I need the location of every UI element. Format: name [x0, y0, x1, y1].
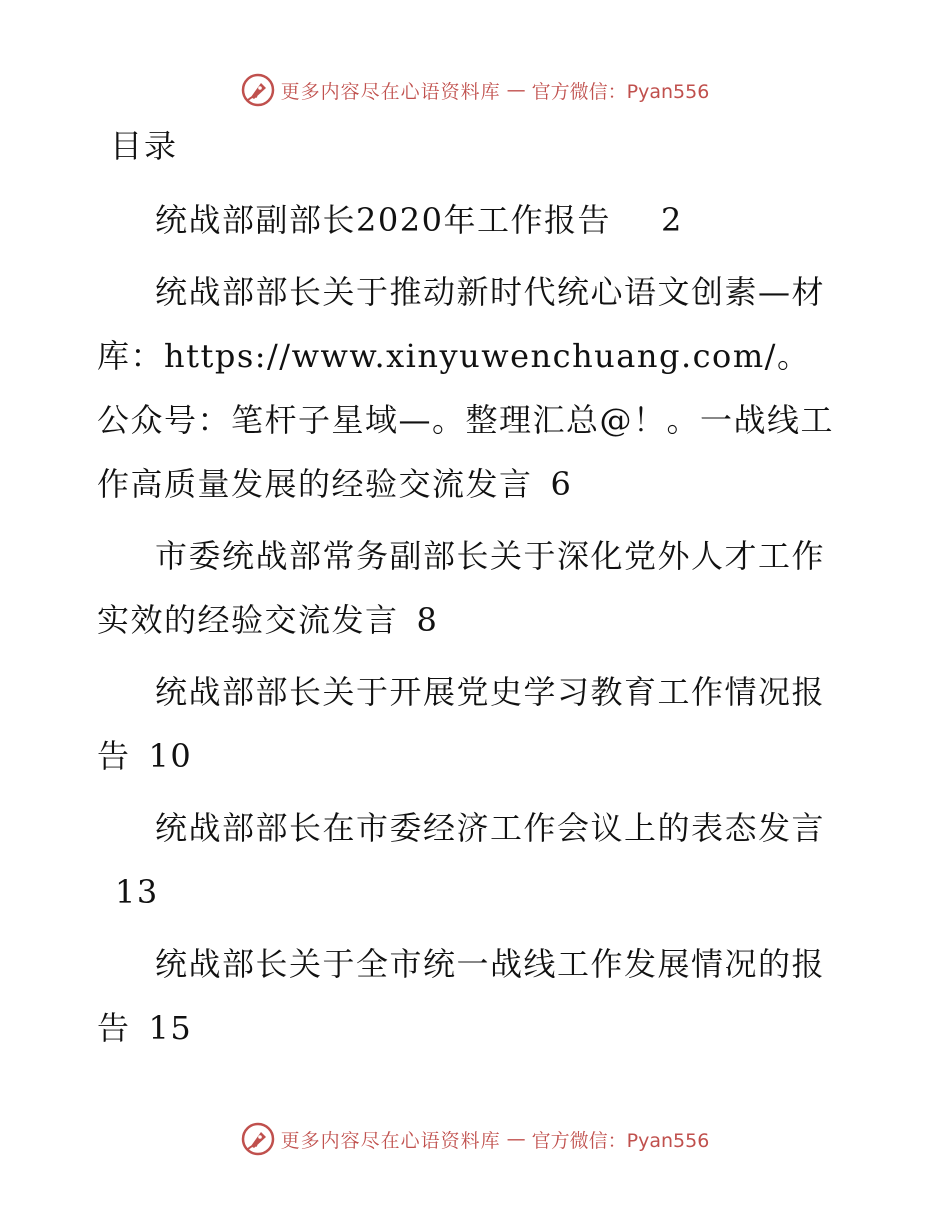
toc-entry-title: 统战部部长关于开展党史学习教育工作情况报告: [97, 673, 826, 775]
toc-entry-page: 15: [148, 1009, 193, 1047]
watermark-text: 更多内容尽在心语资料库: [280, 1129, 501, 1152]
pen-nib-logo-icon: [241, 73, 275, 107]
toc-entry[interactable]: [97, 260, 837, 516]
toc-heading: 目录: [110, 127, 179, 165]
toc-entry-page: 2: [660, 201, 683, 239]
toc-entry-page: 13: [115, 873, 159, 911]
toc-list: [97, 188, 837, 1068]
watermark-contact: 官方微信：Pyan556: [531, 80, 710, 103]
toc-entry[interactable]: [97, 524, 837, 652]
watermark-text: 更多内容尽在心语资料库: [280, 80, 501, 103]
watermark-separator: —: [506, 79, 526, 101]
toc-entry-title: 统战部长关于全市统一战线工作发展情况的报告: [97, 945, 826, 1047]
toc-entry-title: 统战部部长关于推动新时代统心语文创素—材库：https://www.xinyuwenchuang.com/。公众号：笔杆子星域—。整理汇总@！。一战线工作高质量发展的经验交流发言: [97, 273, 835, 503]
watermark-separator: —: [506, 1128, 526, 1150]
toc-entry-title: 统战部部长在市委经济工作会议上的表态发言: [155, 809, 826, 847]
toc-entry-page: 10: [148, 737, 193, 775]
header-watermark: [0, 70, 950, 110]
toc-entry[interactable]: [97, 796, 837, 924]
footer-watermark: [0, 1119, 950, 1159]
toc-entry-title: 市委统战部常务副部长关于深化党外人才工作实效的经验交流发言: [97, 537, 826, 639]
toc-entry-page: 8: [416, 601, 439, 639]
watermark-contact: 官方微信：Pyan556: [531, 1129, 710, 1152]
toc-entry-title: 统战部副部长2020年工作报告: [155, 201, 611, 239]
toc-entry[interactable]: [97, 660, 837, 788]
pen-nib-logo-icon: [241, 1122, 275, 1156]
toc-entry-page: 6: [550, 465, 573, 503]
toc-entry[interactable]: [97, 932, 837, 1060]
toc-entry[interactable]: [97, 188, 837, 252]
